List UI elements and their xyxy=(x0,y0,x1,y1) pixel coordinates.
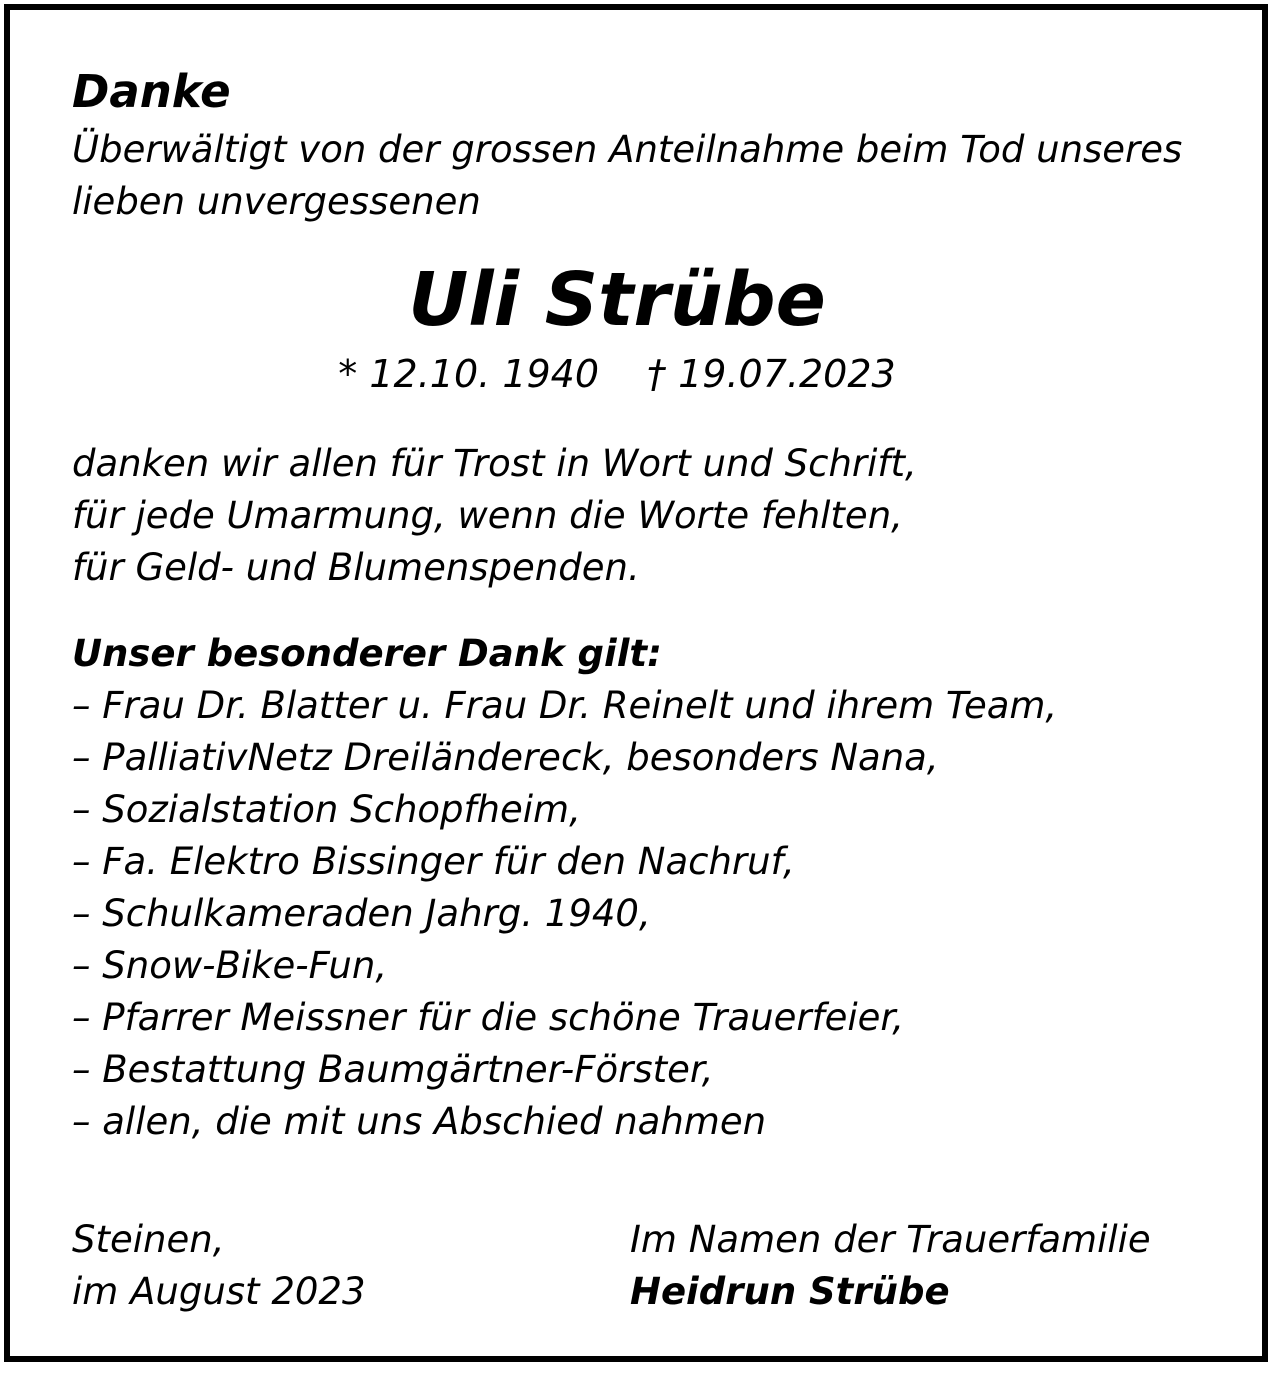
list-item: – Frau Dr. Blatter u. Frau Dr. Reinelt und ihrem Team, xyxy=(72,684,1058,727)
special-thanks-heading: Unser besonderer Dank gilt: xyxy=(72,632,662,675)
list-item: – Schulkameraden Jahrg. 1940, xyxy=(72,892,651,935)
deceased-name: Uli Strübe xyxy=(408,257,826,343)
thanks-line: danken wir allen für Trost in Wort und Schrift, xyxy=(72,442,917,485)
thanks-line: für jede Umarmung, wenn die Worte fehlten, xyxy=(72,494,903,537)
list-item: – Pfarrer Meissner für die schöne Trauerfeier, xyxy=(72,996,905,1039)
list-item: – Fa. Elektro Bissinger für den Nachruf, xyxy=(72,840,795,883)
intro-line: Überwältigt von der grossen Anteilnahme beim Tod unseres xyxy=(72,128,1183,171)
date: im August 2023 xyxy=(72,1270,366,1313)
list-item: – Bestattung Baumgärtner-Förster, xyxy=(72,1048,714,1091)
intro-line: lieben unvergessenen xyxy=(72,180,481,223)
life-dates xyxy=(72,348,1232,400)
place-date xyxy=(72,1214,366,1318)
list-item: – allen, die mit uns Abschied nahmen xyxy=(72,1100,767,1143)
special-thanks-list xyxy=(72,680,1232,1148)
birth-date: * 12.10. 1940 xyxy=(338,352,600,396)
on-behalf: Im Namen der Trauerfamilie xyxy=(630,1218,1151,1261)
signature-block xyxy=(630,1214,1151,1318)
list-item: – PalliativNetz Dreiländereck, besonders Nana, xyxy=(72,736,939,779)
list-item: – Sozialstation Schopfheim, xyxy=(72,788,581,831)
place: Steinen, xyxy=(72,1218,225,1261)
intro-text xyxy=(72,124,1232,228)
list-item: – Snow-Bike-Fun, xyxy=(72,944,388,987)
death-date: † 19.07.2023 xyxy=(647,352,896,396)
thanks-text xyxy=(72,438,1232,594)
notice-body xyxy=(72,60,1232,1148)
thanks-line: für Geld- und Blumenspenden. xyxy=(72,546,640,589)
notice-heading: Danke xyxy=(72,65,231,118)
signatory: Heidrun Strübe xyxy=(630,1270,950,1313)
